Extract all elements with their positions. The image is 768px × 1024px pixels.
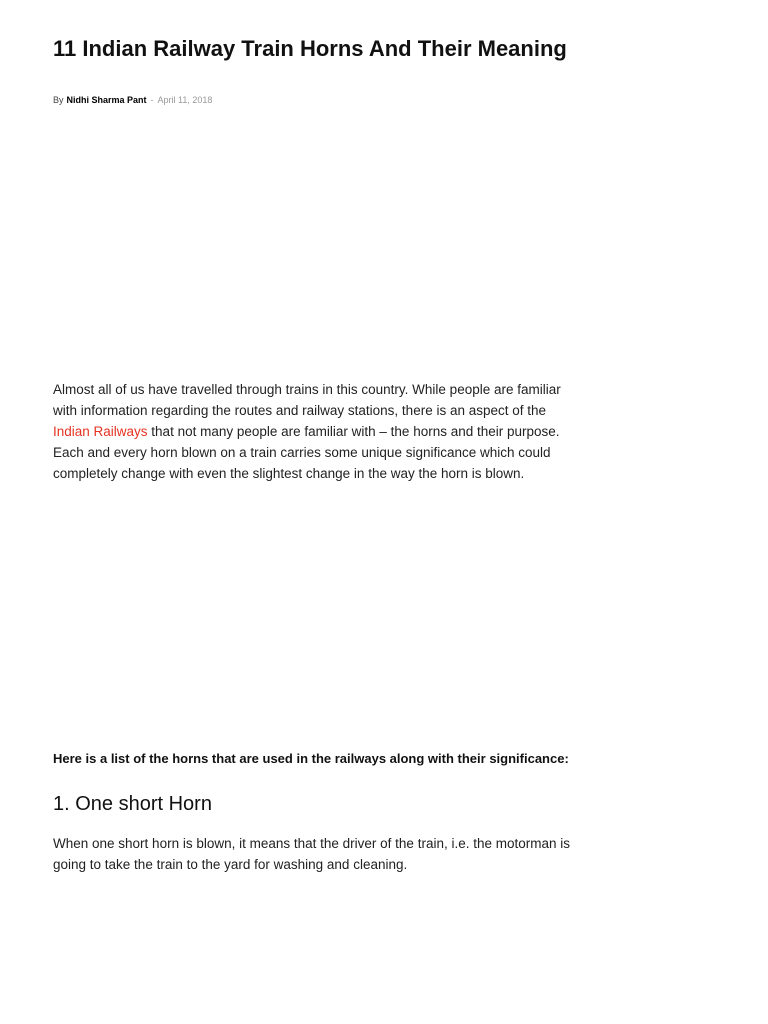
section-heading-one-short-horn: 1. One short Horn [53, 793, 212, 815]
list-intro-text: Here is a list of the horns that are used in the railways along with their significance: [53, 751, 569, 766]
author-link[interactable]: Nidhi Sharma Pant [66, 95, 147, 105]
article-title: 11 Indian Railway Train Horns And Their Meaning [53, 36, 567, 61]
publish-date: April 11, 2018 [157, 95, 213, 105]
section-text-one-short-horn: When one short horn is blown, it means that the driver of the train, i.e. the motorman is going to take the train to the yard for washing and cleaning. [53, 836, 571, 872]
blank-ad-space [53, 515, 583, 740]
indian-railways-link[interactable]: Indian Railways [53, 424, 148, 439]
intro-text-before-link: Almost all of us have travelled through trains in this country. While people are familiar with information regarding the routes and railway stations, there is an aspect of the [53, 382, 561, 418]
byline-label: By [53, 95, 64, 105]
intro-paragraph [53, 379, 579, 484]
blank-ad-space [53, 118, 583, 368]
intro-text-after-link: that not many people are familiar with – the horns and their purpose. Each and every horn blown on a train carries some unique significance which could completely change with even the slightest change in the way the horn is blown. [53, 424, 560, 481]
meta-separator: - [150, 95, 154, 105]
article-meta [53, 94, 212, 106]
blank-ad-space [53, 885, 583, 1015]
